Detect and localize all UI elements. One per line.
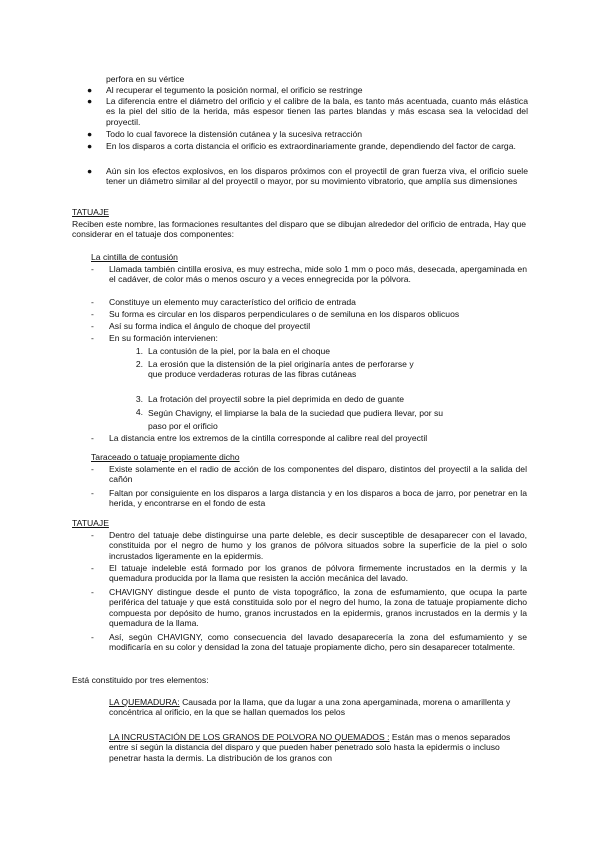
- tatuaje-item: Dentro del tatuaje debe distinguirse una parte deleble, es decir susceptible de desaparecer con el lavado, constituida por el negro de humo y los granos de pólvora situados sobre la superficie de la piel o solo incrustados ligeramente en la epidermis.: [109, 530, 527, 561]
- taraceado-item: Faltan por consiguiente en los disparos a larga distancia y en los disparos a boca de jarro, por penetrar en la herida, y encontrarse en el fondo de esta: [109, 488, 527, 509]
- bullet-item: Al recuperar el tegumento la posición normal, el orificio se restringe: [106, 85, 363, 95]
- bullet-item: Aún sin los efectos explosivos, en los disparos próximos con el proyectil de gran fuerza viva, el orificio suele tener un diámetro similar al del proyectil o mayor, por su movimiento vibratorio, que amplía sus dimensiones: [106, 166, 528, 187]
- cintilla-item: Su forma es circular en los disparos perpendiculares o de semiluna en los disparos oblicuos: [109, 309, 460, 319]
- bullet-glyph: ●: [87, 166, 93, 176]
- bullet-glyph: ●: [87, 141, 93, 151]
- section-heading-tatuaje: TATUAJE: [72, 207, 109, 217]
- bullet-glyph: ●: [87, 96, 93, 106]
- tatuaje-item: El tatuaje indeleble está formado por los granos de pólvora firmemente incrustados en la dermis y la quemadura producida por la llama que resisten la acción mecánica del lavado.: [109, 563, 527, 584]
- dash-glyph: -: [91, 563, 94, 573]
- dash-glyph: -: [91, 321, 94, 331]
- cintilla-item: Constituye un elemento muy característico del orificio de entrada: [109, 297, 356, 307]
- quemadura-label: LA QUEMADURA:: [109, 697, 180, 707]
- incrustacion-text: Están mas o menos separados entre sí según la distancia del disparo y que pueden haber penetrado solo hasta la epidermis o incluso penetrar hasta la dermis. La distribución de los granos con: [109, 732, 511, 763]
- dash-glyph: -: [91, 433, 94, 443]
- dash-glyph: -: [91, 333, 94, 343]
- constituido-text: Está constituido por tres elementos:: [72, 675, 209, 685]
- section-heading-tatuaje-2: TATUAJE: [72, 518, 109, 528]
- dash-glyph: -: [91, 488, 94, 498]
- cintilla-item: Llamada también cintilla erosiva, es muy estrecha, mide solo 1 mm o poco más, desecada, apergaminada en el cadáver, de color más o menos oscuro y a veces ennegrecida por la pólvora.: [109, 264, 527, 285]
- bullet-item: Todo lo cual favorece la distensión cutánea y la sucesiva retracción: [106, 129, 363, 139]
- tatuaje-item: Así, según CHAVIGNY, como consecuencia del lavado desaparecería la zona del esfumamiento y se modificaría en su color y densidad la zona del tatuaje propiamente dicho, pero sin desaparecer totalmente.: [109, 632, 527, 653]
- intro-fragment: perfora en su vértice: [106, 74, 185, 84]
- list-number: 2.: [135, 359, 143, 369]
- formacion-item: La frotación del proyectil sobre la piel deprimida en dedo de guante: [148, 394, 405, 404]
- dash-glyph: -: [91, 530, 94, 540]
- cintilla-item: La distancia entre los extremos de la cintilla corresponde al calibre real del proyectil: [109, 433, 428, 443]
- bullet-glyph: ●: [87, 129, 93, 139]
- dash-glyph: -: [91, 587, 94, 597]
- bullet-glyph: ●: [87, 85, 93, 95]
- subheading-taraceado: Taraceado o tatuaje propiamente dicho: [91, 452, 240, 462]
- quemadura-text: Causada por la llama, que da lugar a una zona apergaminada, morena o amarillenta y concéntrica al orificio, en la que se hallan quemados los pelos: [109, 697, 511, 718]
- dash-glyph: -: [91, 264, 94, 274]
- dash-glyph: -: [91, 464, 94, 474]
- dash-glyph: -: [91, 309, 94, 319]
- formacion-item: La contusión de la piel, por la bala en el choque: [148, 346, 331, 356]
- list-number: 1.: [135, 346, 143, 356]
- list-number: 3.: [135, 394, 143, 404]
- tatuaje-intro: Reciben este nombre, las formaciones resultantes del disparo que se dibujan alrededor del orificio de entrada, Hay que considerar en el tatuaje dos componentes:: [72, 219, 526, 240]
- quemadura-paragraph: [109, 697, 521, 718]
- taraceado-item: Existe solamente en el radio de acción de los componentes del disparo, distintos del proyectil a la salida del cañón: [109, 464, 527, 485]
- cintilla-item: En su formación intervienen:: [109, 333, 218, 343]
- bullet-item: En los disparos a corta distancia el orificio es extraordinariamente grande, dependiendo del factor de carga.: [106, 141, 516, 151]
- incrustacion-paragraph: [109, 732, 521, 763]
- list-number: 4.: [135, 407, 143, 417]
- dash-glyph: -: [91, 632, 94, 642]
- cintilla-item: Así su forma indica el ángulo de choque del proyectil: [109, 321, 311, 331]
- formacion-item: Según Chavigny, el limpiarse la bala de la suciedad que pudiera llevar, por su paso por el orificio: [148, 408, 444, 431]
- bullet-item: La diferencia entre el diámetro del orificio y el calibre de la bala, es tanto más acentuada, cuanto más elástica es la piel del sitio de la herida, más espesor tienen las partes blandas y más escasa sea la velocidad del proyectil.: [106, 96, 528, 127]
- incrustacion-label: LA INCRUSTACIÓN DE LOS GRANOS DE POLVORA NO QUEMADOS :: [109, 732, 390, 742]
- subheading-cintilla: La cintilla de contusión: [91, 252, 178, 262]
- tatuaje-item: CHAVIGNY distingue desde el punto de vista topográfico, la zona de esfumamiento, que ocupa la parte periférica del tatuaje y que está constituida solo por el negro del humo, la zona de tatuaje propiamente dicho compuesta por depósito de humo, granos incrustados en la epidermis, granos incrustados en la dermis y la quemadura de la llama.: [109, 587, 527, 629]
- dash-glyph: -: [91, 297, 94, 307]
- formacion-item: La erosión que la distensión de la piel originaría antes de perforarse y que produce verdaderas roturas de las fibras cutáneas: [148, 359, 414, 380]
